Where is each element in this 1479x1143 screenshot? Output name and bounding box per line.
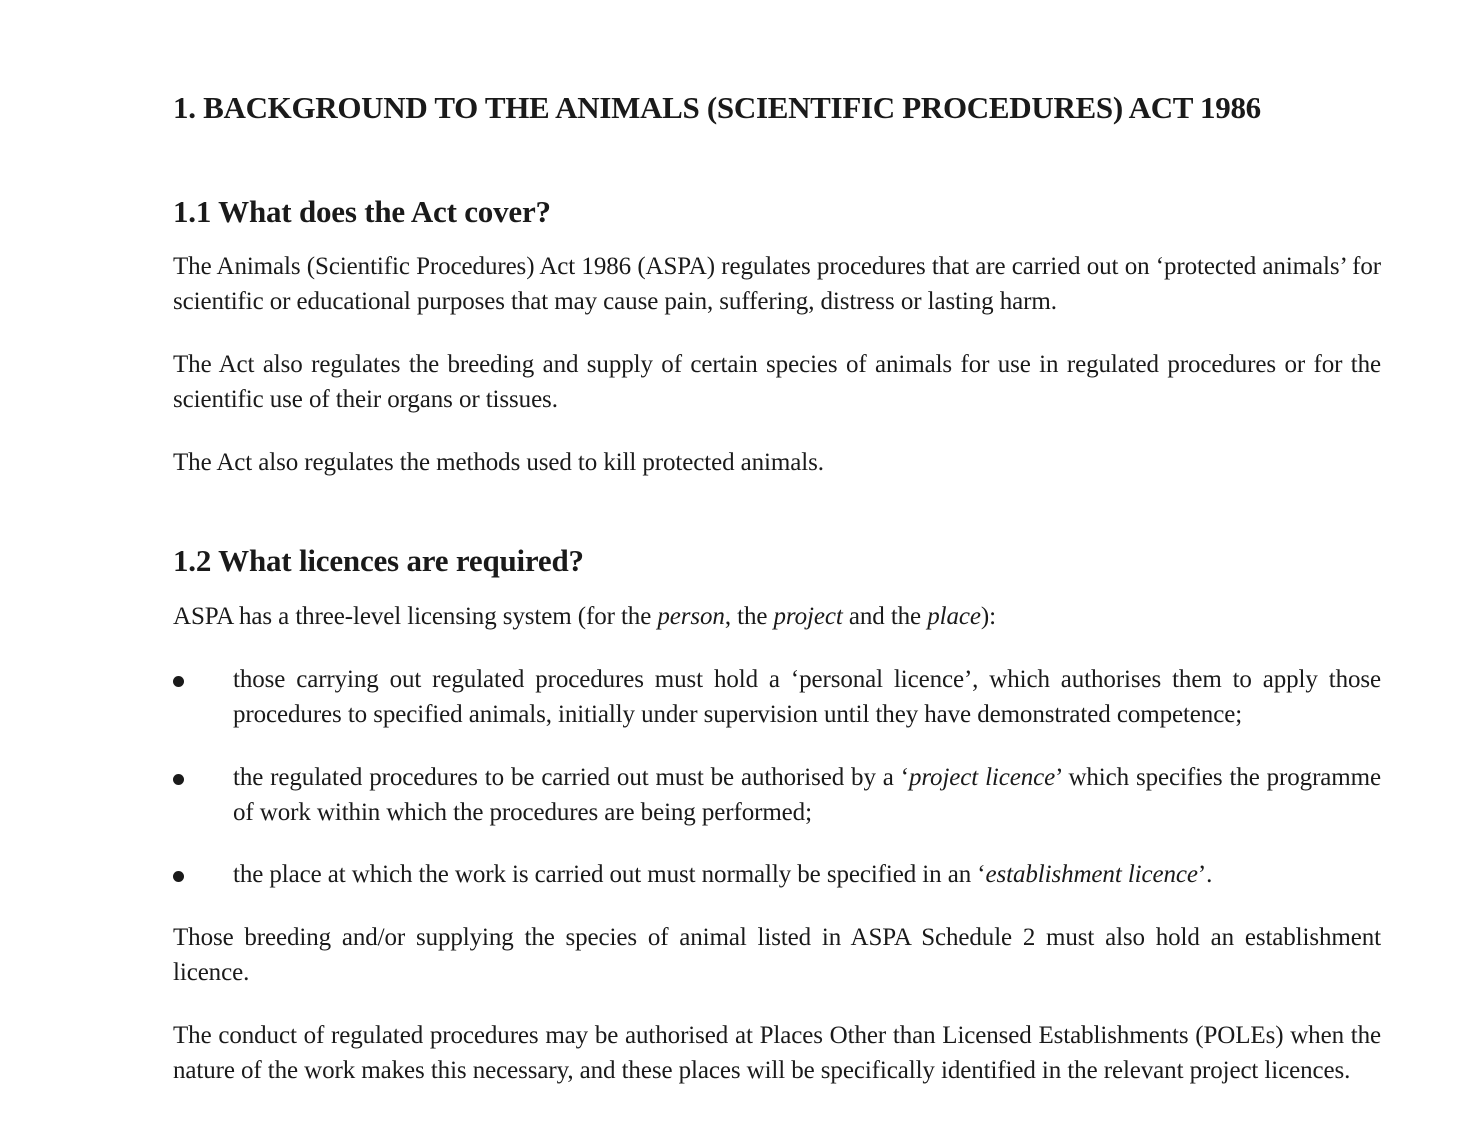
bullet-icon <box>173 676 184 687</box>
intro-project: project <box>773 603 843 630</box>
list-item-text-after: ’ which specifies the programme of work within which the procedures are being performed; <box>233 764 1381 826</box>
intro-text-2: , the <box>724 603 774 630</box>
list-item-text-before: the regulated procedures to be carried out must be authorised by a ‘ <box>233 764 909 791</box>
intro-text-3: and the <box>842 603 928 630</box>
bullet-icon <box>173 774 184 785</box>
establishment-licence-term: establishment licence <box>985 861 1198 888</box>
list-item-text <box>233 857 1381 892</box>
list-item-text <box>233 760 1381 830</box>
section-heading-1-2: 1.2 What licences are required? <box>173 543 584 578</box>
paragraph-breeding-supply: The Act also regulates the breeding and supply of certain species of animals for use in regulated procedures or for the scientific use of their organs or tissues. <box>173 351 1381 413</box>
project-licence-term: project licence <box>908 764 1056 791</box>
list-item-establishment-licence <box>173 857 1381 892</box>
bullet-icon <box>173 871 184 882</box>
paragraph-aspa-scope: The Animals (Scientific Procedures) Act 1986 (ASPA) regulates procedures that are carried out on ‘protected animals’ for scientific or educational purposes that may cause pain, suffering, distress or lasting harm. <box>173 253 1381 315</box>
list-item-text-after: ’. <box>1197 861 1213 888</box>
document-title: 1. BACKGROUND TO THE ANIMALS (SCIENTIFIC PROCEDURES) ACT 1986 <box>173 90 1261 125</box>
intro-person: person <box>657 603 725 630</box>
intro-place: place <box>927 603 981 630</box>
list-item-project-licence <box>173 760 1381 830</box>
list-item-text-before: the place at which the work is carried out must normally be specified in an ‘ <box>233 861 986 888</box>
paragraph-licensing-intro <box>173 599 1381 634</box>
paragraph-poles: The conduct of regulated procedures may be authorised at Places Other than Licensed Establishments (POLEs) when the nature of the work makes this necessary, and these places will be specifically identified in the relevant project licences. <box>173 1022 1381 1084</box>
paragraph-killing-methods: The Act also regulates the methods used to kill protected animals. <box>173 449 824 476</box>
list-item-text: those carrying out regulated procedures must hold a ‘personal licence’, which authorises them to apply those procedures to specified animals, initially under supervision until they have demonstrated competence; <box>233 666 1381 728</box>
intro-text-1: ASPA has a three-level licensing system (for the <box>173 603 658 630</box>
intro-text-4: ): <box>980 603 996 630</box>
paragraph-schedule-2: Those breeding and/or supplying the species of animal listed in ASPA Schedule 2 must also hold an establishment licence. <box>173 924 1381 986</box>
list-item-personal-licence <box>173 662 1381 732</box>
section-heading-1-1: 1.1 What does the Act cover? <box>173 194 551 229</box>
